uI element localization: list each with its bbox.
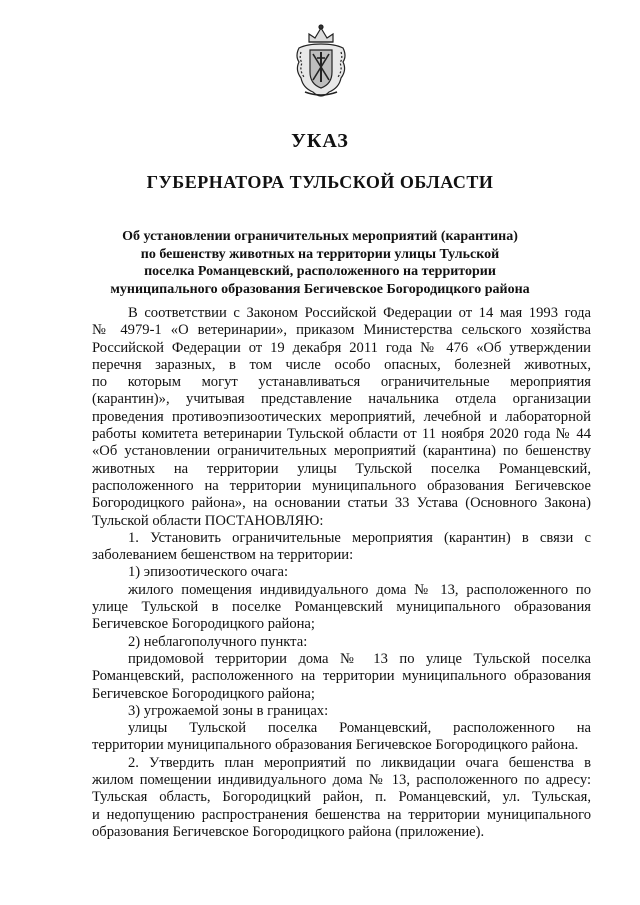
subject-line: муниципального образования Бегичевское Богородицкого района — [110, 281, 530, 297]
body-line: заболеванием бешенством на территории: — [92, 547, 354, 564]
body-line: перечня заразных, в том числе особо опасных, болезней животных, — [92, 356, 591, 373]
body-line: 1. Установить ограничительные мероприятия (карантин) в связи с — [128, 529, 591, 546]
body-line: улице Тульской в поселке Романцевский муниципального образования — [92, 599, 591, 616]
body-line: № 4979-1 «О ветеринарии», приказом Министерства сельского хозяйства — [92, 322, 591, 339]
body-line: жилом помещении индивидуального дома № 13, расположенного по адресу: — [92, 772, 591, 789]
body-line: Тульская область, Богородицкий район, п. Романцевский, ул. Тульская, — [92, 789, 591, 806]
subject-line: Об установлении ограничительных мероприятий (карантина) — [122, 229, 518, 244]
body-line: Российской Федерации от 19 декабря 2011 года № 476 «Об утверждении — [92, 339, 591, 356]
body-line: проведения противоэпизоотических мероприятий, лечебной и лабораторной — [92, 408, 591, 425]
body-line: 2. Утвердить план мероприятий по ликвидации очага бешенства в — [128, 754, 591, 771]
body-line: 3) угрожаемой зоны в границах: — [128, 702, 329, 719]
body-line: придомовой территории дома № 13 по улице Тульской поселка — [128, 650, 591, 667]
body-line: Бегичевское Богородицкого района; — [92, 616, 315, 633]
body-line: территории муниципального образования Бегичевское Богородицкого района. — [92, 737, 579, 754]
document-subject — [100, 228, 540, 298]
body-line: Тульской области ПОСТАНОВЛЯЮ: — [92, 512, 324, 529]
body-line: по которым могут устанавливаться ограничительные мероприятия — [92, 374, 591, 391]
document-issuer: ГУБЕРНАТОРА ТУЛЬСКОЙ ОБЛАСТИ — [146, 172, 494, 192]
body-line: Романцевский, расположенного на территории муниципального образования — [92, 668, 591, 685]
tula-coat-of-arms-icon — [291, 22, 351, 102]
document-title: УКАЗ — [291, 130, 349, 152]
body-line: животных на территории улицы Тульской поселка Романцевский, — [92, 460, 591, 477]
body-line: 1) эпизоотического очага: — [128, 564, 289, 581]
body-line: 2) неблагополучного пункта: — [128, 633, 308, 650]
body-line: и недопущению распространения бешенства на территории муниципального — [92, 806, 591, 823]
body-line: Богородицкого района», на основании статьи 33 Устава (Основного Закона) — [92, 495, 591, 512]
document-body — [92, 305, 591, 841]
body-line: «Об установлении ограничительных мероприятий (карантина) по бешенству — [92, 443, 591, 460]
body-line: Бегичевское Богородицкого района; — [92, 685, 315, 702]
subject-line: поселка Романцевский, расположенного на территории — [144, 264, 496, 279]
body-line: (карантин)», учитывая представление начальника отдела организации — [92, 391, 591, 408]
body-line: работы комитета ветеринарии Тульской области от 11 ноября 2020 года № 44 — [92, 426, 591, 443]
body-line: образования Бегичевское Богородицкого района (приложение). — [92, 823, 485, 840]
body-line: жилого помещения индивидуального дома № 13, расположенного по — [128, 581, 591, 598]
body-line: В соответствии с Законом Российской Федерации от 14 мая 1993 года — [128, 305, 591, 321]
body-line: расположенного на территории муниципального образования Бегичевское — [92, 477, 591, 494]
body-line: улицы Тульской поселка Романцевский, расположенного на — [128, 720, 591, 737]
subject-line: по бешенству животных на территории улицы Тульской — [140, 246, 500, 262]
